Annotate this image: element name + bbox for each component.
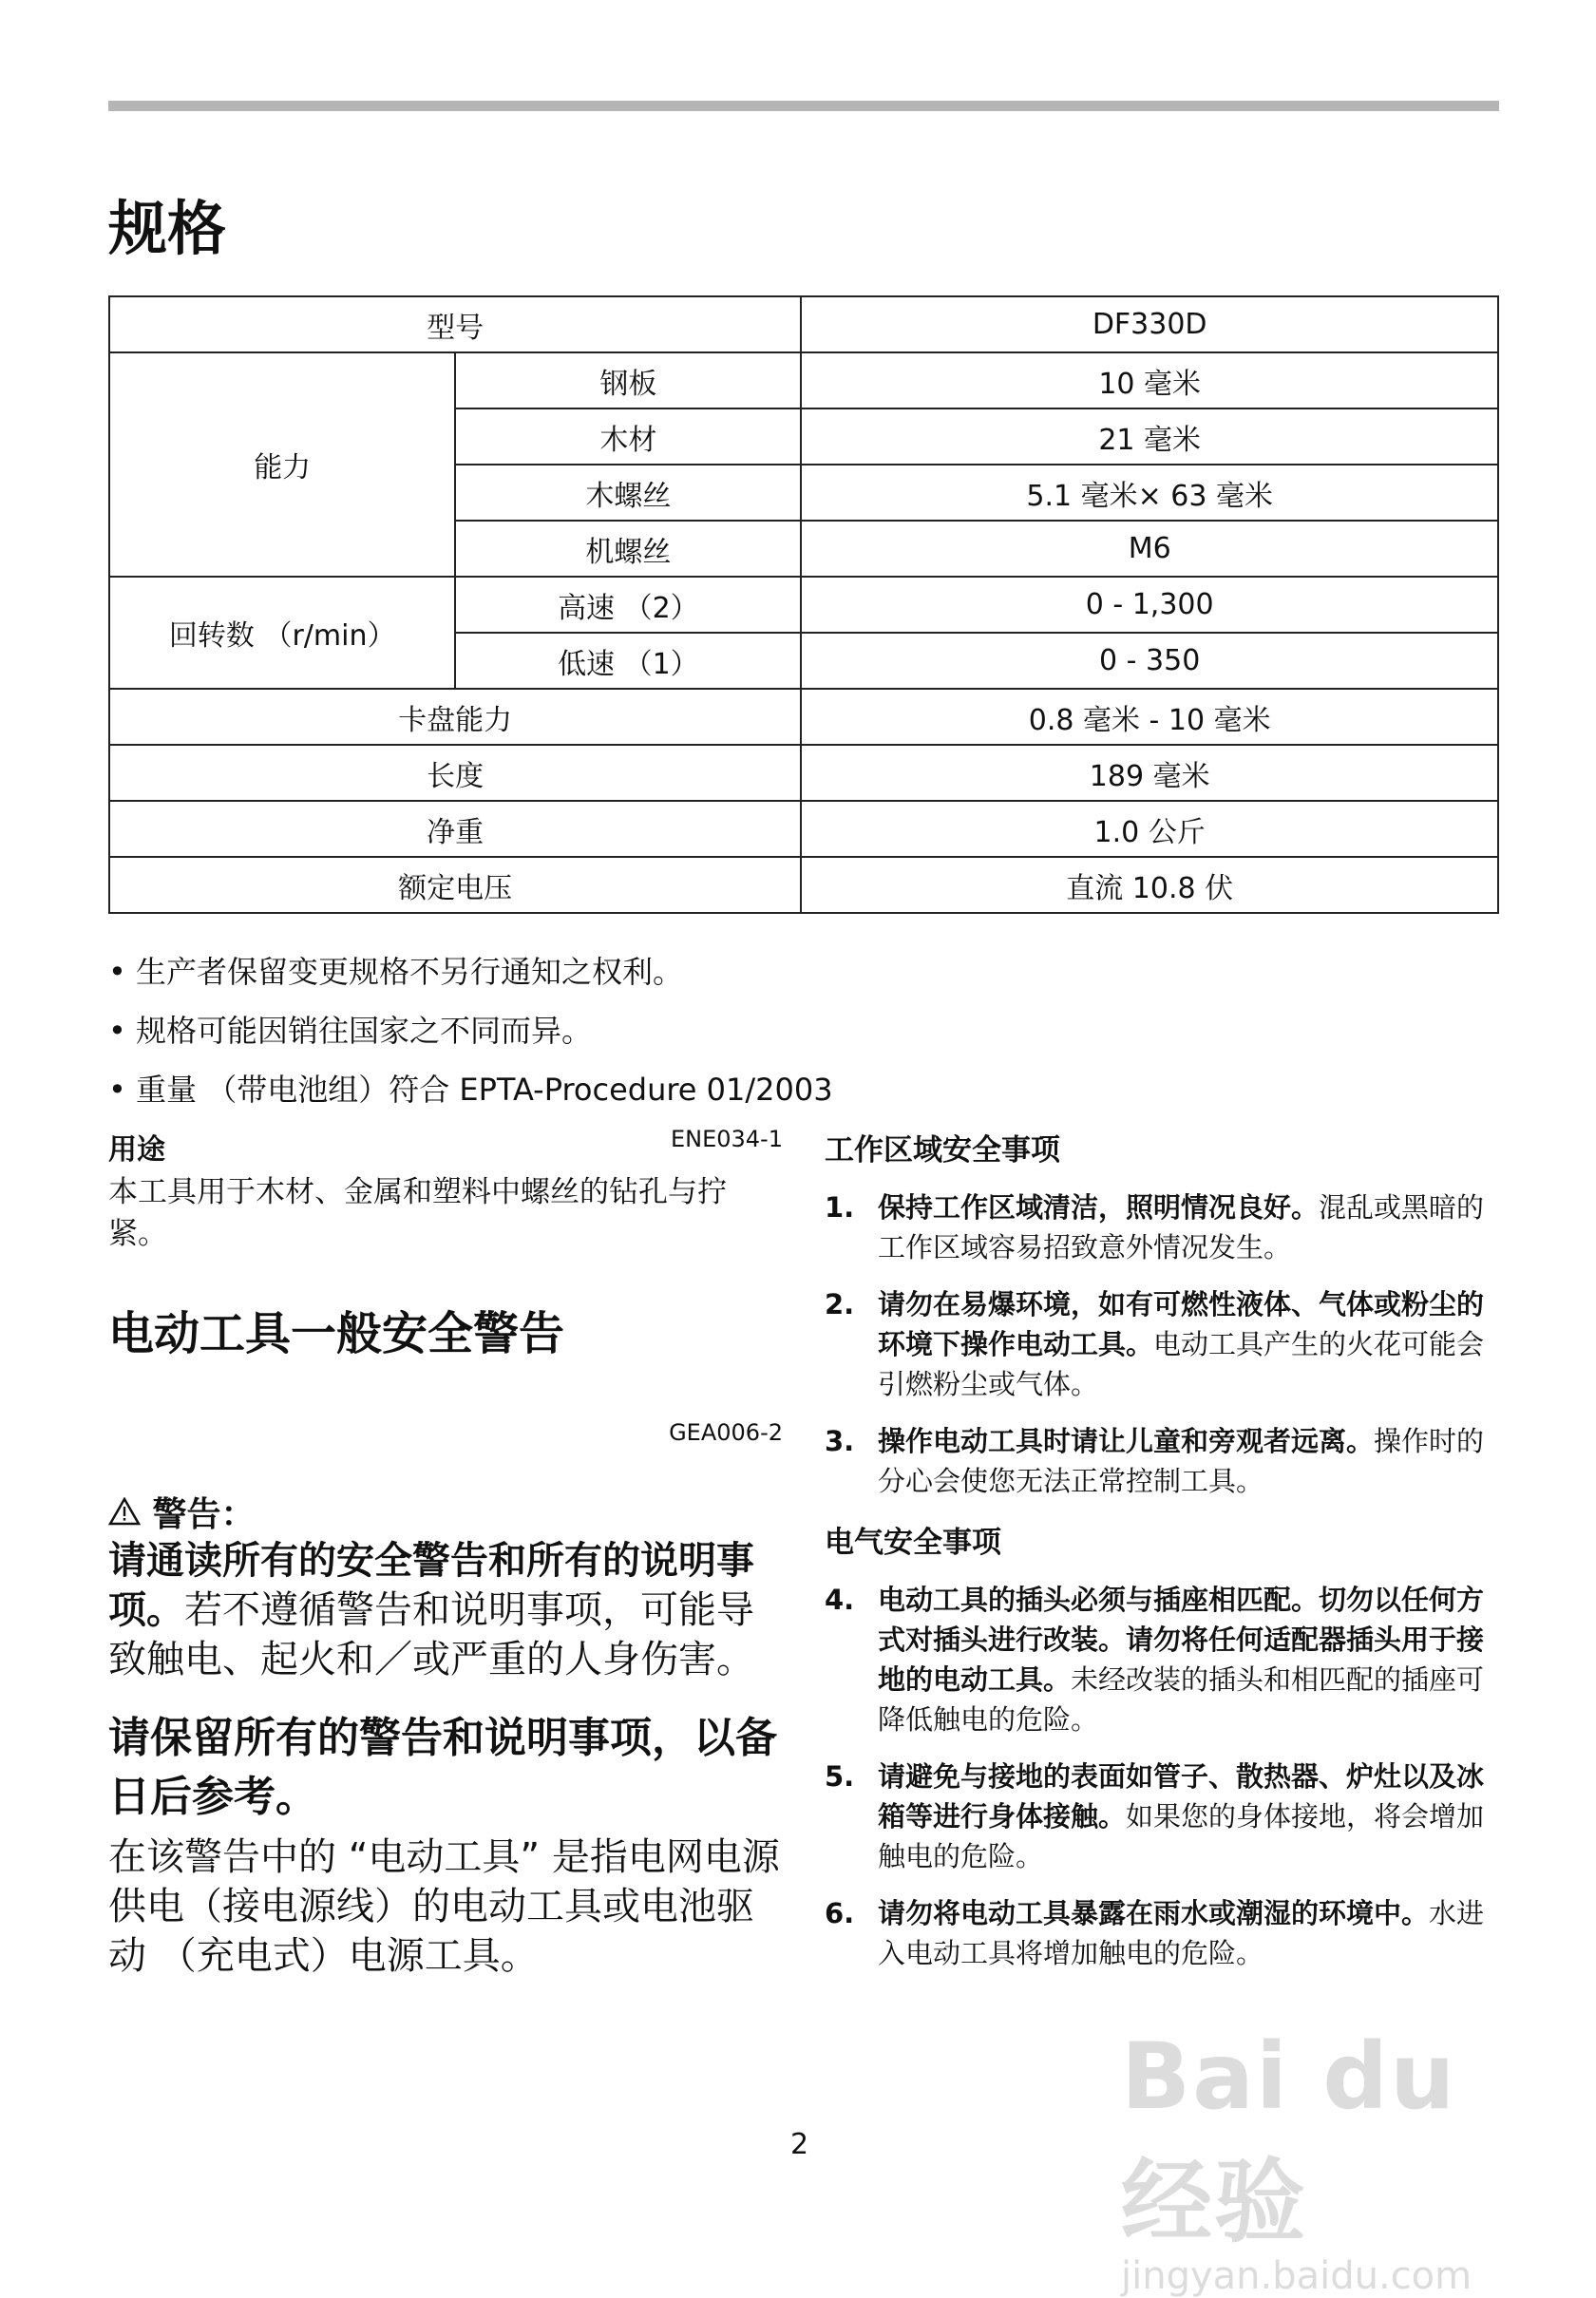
row-label: 卡盘能力 bbox=[109, 689, 801, 745]
keep-instructions-title: 请保留所有的警告和说明事项，以备日后参考。 bbox=[108, 1714, 777, 1821]
row-label: 木螺丝 bbox=[455, 465, 801, 521]
item-bold: 操作电动工具时请让儿童和旁观者远离。 bbox=[878, 1425, 1375, 1457]
table-row bbox=[109, 801, 1498, 857]
item-text bbox=[878, 1580, 1501, 1739]
item-body: 电动工具产生的火花可能会引燃粉尘或气体。 bbox=[878, 1328, 1485, 1400]
item-body: 未经改装的插头和相匹配的插座可降低触电的危险。 bbox=[878, 1663, 1485, 1736]
row-label: 木材 bbox=[455, 408, 801, 465]
work-area-title: 工作区域安全事项 bbox=[825, 1133, 1060, 1168]
item-bold: 请勿在易爆环境，如有可燃性液体、气体或粉尘的环境下操作电动工具。 bbox=[878, 1288, 1485, 1360]
usage-text: 本工具用于木材、金属和塑料中螺丝的钻孔与拧紧。 bbox=[108, 1175, 727, 1251]
spec-notes bbox=[108, 942, 833, 1119]
item-text bbox=[878, 1757, 1501, 1876]
item-number: 6. bbox=[825, 1897, 855, 1929]
row-value: 1.0 公斤 bbox=[801, 801, 1498, 857]
row-label: 高速 （2） bbox=[455, 577, 801, 633]
note-item: • 规格可能因销往国家之不同而异。 bbox=[108, 1001, 833, 1060]
item-bold: 请勿将电动工具暴露在雨水或潮湿的环境中。 bbox=[878, 1897, 1430, 1929]
spec-table bbox=[108, 295, 1499, 914]
warning-code: GEA006-2 bbox=[669, 1419, 783, 1446]
electrical-title: 电气安全事项 bbox=[825, 1526, 1001, 1560]
table-row bbox=[109, 352, 1498, 408]
list-item bbox=[825, 1187, 1501, 1267]
item-number: 1. bbox=[825, 1191, 855, 1224]
right-column bbox=[825, 1126, 1501, 1990]
list-item bbox=[825, 1757, 1501, 1876]
watermark-brand: Bai du 经验 bbox=[1121, 2023, 1457, 2255]
note-item: • 生产者保留变更规格不另行通知之权利。 bbox=[108, 942, 833, 1001]
row-value: 5.1 毫米× 63 毫米 bbox=[801, 465, 1498, 521]
page-number: 2 bbox=[790, 2128, 809, 2161]
table-row bbox=[109, 745, 1498, 801]
capacity-label: 能力 bbox=[109, 352, 455, 577]
row-value: 0 - 350 bbox=[801, 633, 1498, 689]
warning-label: 警告： bbox=[152, 1495, 256, 1534]
row-label: 低速 （1） bbox=[455, 633, 801, 689]
item-body: 水进入电动工具将增加触电的危险。 bbox=[878, 1897, 1485, 1969]
item-bold: 请避免与接地的表面如管子、散热器、炉灶以及冰箱等进行身体接触。 bbox=[878, 1760, 1485, 1833]
item-text bbox=[878, 1893, 1501, 1973]
item-text bbox=[878, 1284, 1501, 1404]
model-value: DF330D bbox=[801, 296, 1498, 352]
warning-label-row bbox=[108, 1488, 783, 1536]
baidu-watermark bbox=[1121, 2023, 1520, 2298]
item-number: 4. bbox=[825, 1584, 855, 1616]
speed-label: 回转数 （r/min） bbox=[109, 577, 455, 689]
item-text bbox=[878, 1187, 1501, 1267]
item-bold: 保持工作区域清洁，照明情况良好。 bbox=[878, 1191, 1320, 1224]
item-body: 如果您的身体接地，将会增加触电的危险。 bbox=[878, 1800, 1485, 1872]
item-body: 混乱或黑暗的工作区域容易招致意外情况发生。 bbox=[878, 1191, 1485, 1263]
model-label: 型号 bbox=[109, 296, 801, 352]
item-body: 操作时的分心会使您无法正常控制工具。 bbox=[878, 1425, 1485, 1497]
item-number: 2. bbox=[825, 1288, 855, 1320]
list-item bbox=[825, 1580, 1501, 1739]
page-title: 规格 bbox=[108, 194, 227, 263]
warning-triangle-icon bbox=[108, 1495, 153, 1534]
row-label: 机螺丝 bbox=[455, 521, 801, 577]
row-value: M6 bbox=[801, 521, 1498, 577]
item-number: 3. bbox=[825, 1425, 855, 1457]
row-label: 净重 bbox=[109, 801, 801, 857]
watermark-url: jingyan.baidu.com bbox=[1121, 2254, 1472, 2298]
list-item bbox=[825, 1421, 1501, 1501]
row-value: 21 毫米 bbox=[801, 408, 1498, 465]
row-value: 0.8 毫米 - 10 毫米 bbox=[801, 689, 1498, 745]
warning-rest-text: 若不遵循警告和说明事项，可能导致触电、起火和／或严重的人身伤害。 bbox=[108, 1588, 754, 1681]
definition-text: 在该警告中的 “电动工具” 是指电网电源供电（接电源线）的电动工具或电池驱动 （充电式）电源工具。 bbox=[108, 1835, 780, 1978]
item-bold: 电动工具的插头必须与插座相匹配。切勿以任何方式对插头进行改装。请勿将任何适配器插头用于接地的电动工具。 bbox=[878, 1584, 1485, 1696]
list-item bbox=[825, 1893, 1501, 1973]
table-row bbox=[109, 296, 1498, 352]
row-label: 额定电压 bbox=[109, 857, 801, 913]
row-value: 10 毫米 bbox=[801, 352, 1498, 408]
left-column bbox=[108, 1126, 783, 1981]
table-row bbox=[109, 689, 1498, 745]
note-item: • 重量 （带电池组）符合 EPTA-Procedure 01/2003 bbox=[108, 1060, 833, 1119]
warning-body bbox=[108, 1536, 783, 1684]
warning-bold-text: 请通读所有的安全警告和所有的说明事项。 bbox=[108, 1539, 754, 1632]
usage-header bbox=[108, 1126, 783, 1168]
row-value: 直流 10.8 伏 bbox=[801, 857, 1498, 913]
top-rule bbox=[108, 101, 1499, 111]
item-number: 5. bbox=[825, 1760, 855, 1793]
item-text bbox=[878, 1421, 1501, 1501]
row-label: 长度 bbox=[109, 745, 801, 801]
usage-code: ENE034-1 bbox=[670, 1126, 783, 1152]
usage-title: 用途 bbox=[108, 1133, 165, 1167]
row-value: 0 - 1,300 bbox=[801, 577, 1498, 633]
warning-section-title: 电动工具一般安全警告 bbox=[108, 1307, 565, 1360]
table-row bbox=[109, 857, 1498, 913]
table-row bbox=[109, 577, 1498, 633]
list-item bbox=[825, 1284, 1501, 1404]
row-value: 189 毫米 bbox=[801, 745, 1498, 801]
row-label: 钢板 bbox=[455, 352, 801, 408]
